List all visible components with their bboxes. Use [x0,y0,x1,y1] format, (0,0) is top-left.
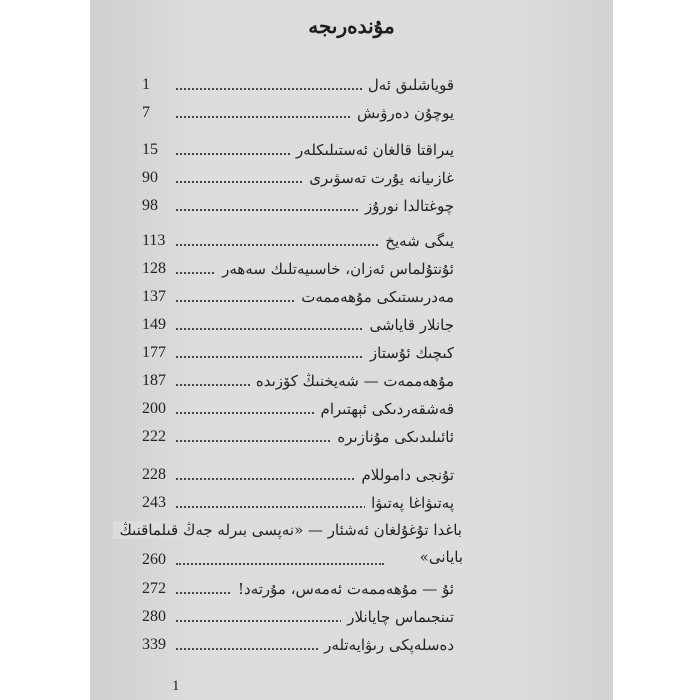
toc-page-number: 243 [142,494,166,511]
toc-title: مەدرىستىكى مۇھەممەت [295,288,454,306]
toc-entry [142,344,454,368]
toc-page-number: 200 [142,400,166,417]
toc-title: كىچىك ئۇستاز [364,344,454,362]
toc-title: يىراقتا قالغان ئەستىلىكلەر [290,141,454,159]
toc-title: قوياشلىق ئەل [362,76,454,94]
toc-page-number: 187 [142,372,166,389]
toc-page-number: 7 [142,104,150,121]
toc-page-number: 113 [142,232,166,249]
toc-page-number: 339 [142,636,166,653]
toc-title: پەتىۋاغا پەتىۋا [365,494,454,512]
page-number: 1 [172,678,180,694]
toc-entry [142,76,454,100]
toc-entry [142,580,454,604]
toc-title: دەسلەپكى رىۋايەتلەر [318,636,454,654]
toc-entry [142,169,454,193]
toc-entry [119,521,462,575]
toc-title: چوغتالدا نورۇز [359,197,454,215]
toc-page-number: 15 [142,141,158,158]
toc-entry [142,288,454,312]
toc-title: يوچۇن دەرۋىش [351,104,454,122]
toc-page-number: 149 [142,316,166,333]
toc-title: غازىيانە يۇرت تەسۋىرى [303,169,454,187]
toc-page-number: 137 [142,288,166,305]
toc-title: تۇنجى داموللام [356,466,455,484]
toc-title: باغدا تۇغۇلغان ئەشئار — «نەپسى بىرلە جەڭ قىلماقنىڭ [113,521,462,539]
toc-title: ئۇ — مۇھەممەت ئەمەس، مۇرتەد! [232,580,454,598]
toc-page-number: 260 [142,551,166,568]
toc-entry [142,232,454,256]
toc-title: ئۇنتۇلماس ئەزان، خاسىيەتلىك سەھەر [216,260,454,278]
toc-page-number: 222 [142,428,166,445]
toc-entry [142,466,454,490]
toc-title: يىگى شەيخ [379,232,454,250]
toc-title: تىنجىماس چايانلار [341,608,454,626]
toc-entry [142,104,454,128]
toc-page-number: 280 [142,608,166,625]
toc-page-number: 1 [142,76,150,93]
toc-title: مۇھەممەت — شەيخنىڭ كۆزىدە [250,372,454,390]
toc-page-number: 272 [142,580,166,597]
toc-page-number: 90 [142,169,158,186]
toc-title: ئائىلىدىكى مۇنازىرە [331,428,454,446]
toc-title: قەشقەردىكى ئېھتىرام [315,400,454,418]
toc-page-number: 177 [142,344,166,361]
book-page [90,0,613,700]
toc-entry [142,636,454,660]
toc-entry [142,608,454,632]
toc-entry [142,372,454,396]
toc-entry [142,316,454,340]
toc-page-number: 128 [142,260,166,277]
toc-entry [142,197,454,221]
dot-leader [176,563,384,565]
toc-entry [142,494,454,518]
toc-page-number: 98 [142,197,158,214]
toc-entry-continuation: بايانى» [419,548,463,566]
page-title: مۇندەرىجە [308,14,395,38]
toc-entry [142,260,454,284]
toc-title: جانلار قاياشى [363,316,454,334]
toc-entry [142,141,454,165]
toc-entry [142,428,454,452]
toc-page-number: 228 [142,466,166,483]
toc-entry [142,400,454,424]
